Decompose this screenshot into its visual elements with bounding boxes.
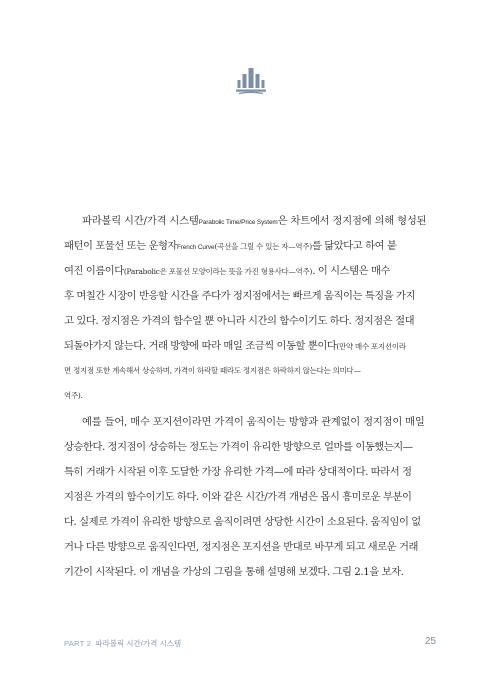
- page-number: 25: [424, 636, 436, 647]
- footer-part-label: PART 2: [64, 639, 92, 648]
- paragraph-line: 여진 이름이다(Parabolic은 포물선 모양이라는 뜻을 가진 형용사다—역주). 이 시스템은 매수: [64, 265, 390, 277]
- paragraph-line: 파라볼릭 시간/가격 시스템Parabolic Time/Price System은 차트에서 정지점에 의해 형성된: [82, 215, 427, 227]
- paragraph-line: 역주).: [64, 391, 83, 400]
- paragraph-line: 예를 들어, 매수 포지션이라면 가격이 움직이는 방향과 관계없이 정지점이 매일: [82, 416, 425, 428]
- paragraph-line: 다. 실제로 가격이 유리한 방향으로 움직이려면 상당한 시간이 소요된다. 움직임이 없: [64, 516, 421, 528]
- paragraph-line: 상승한다. 정지점이 상승하는 정도는 가격이 유리한 방향으로 얼마를 이동했는지—: [64, 441, 413, 453]
- column-chart-logo-icon: [236, 66, 266, 98]
- paragraph-line: 후 며칠간 시장이 반응할 시간을 주다가 정지점에서는 빠르게 움직이는 특징을 가지: [64, 290, 416, 302]
- body-paragraph-1: [64, 214, 447, 414]
- paragraph-line: 패턴이 포물선 또는 운형자French Curve(곡선을 그릴 수 있는 자—역주)를 닮았다고 하여 붙: [64, 240, 397, 252]
- footer-chapter-title: 파라볼릭 시간/가격 시스템: [95, 639, 182, 648]
- running-footer: [64, 638, 181, 649]
- paragraph-line: 되돌아가지 않는다. 거래 방향에 따라 매일 조금씩 이동할 뿐이다(만약 매수 포지션이라: [64, 340, 406, 352]
- paragraph-line: 특히 거래가 시작된 이후 도달한 가장 유리한 가격—에 따라 상대적이다. 따라서 정: [64, 466, 412, 478]
- paragraph-line: 고 있다. 정지점은 가격의 함수일 뿐 아니라 시간의 함수이기도 하다. 정지점은 절대: [64, 315, 415, 327]
- paragraph-line: 면 정지점 또한 계속해서 상승하며, 가격이 하락할 때라도 정지점은 하락하지 않는다는 의미다—: [64, 366, 361, 375]
- paragraph-line: 기간이 시작된다. 이 개념을 가상의 그림을 통해 설명해 보겠다. 그림 2.1을 보자.: [64, 566, 404, 578]
- paragraph-line: 지점은 가격의 함수이기도 하다. 이와 같은 시간/가격 개념은 몹시 흥미로운 부분이: [64, 491, 412, 503]
- paragraph-line: 거나 다른 방향으로 움직인다면, 정지점은 포지션을 반대로 바꾸게 되고 새로운 거래: [64, 541, 418, 553]
- body-paragraph-2: [64, 415, 447, 590]
